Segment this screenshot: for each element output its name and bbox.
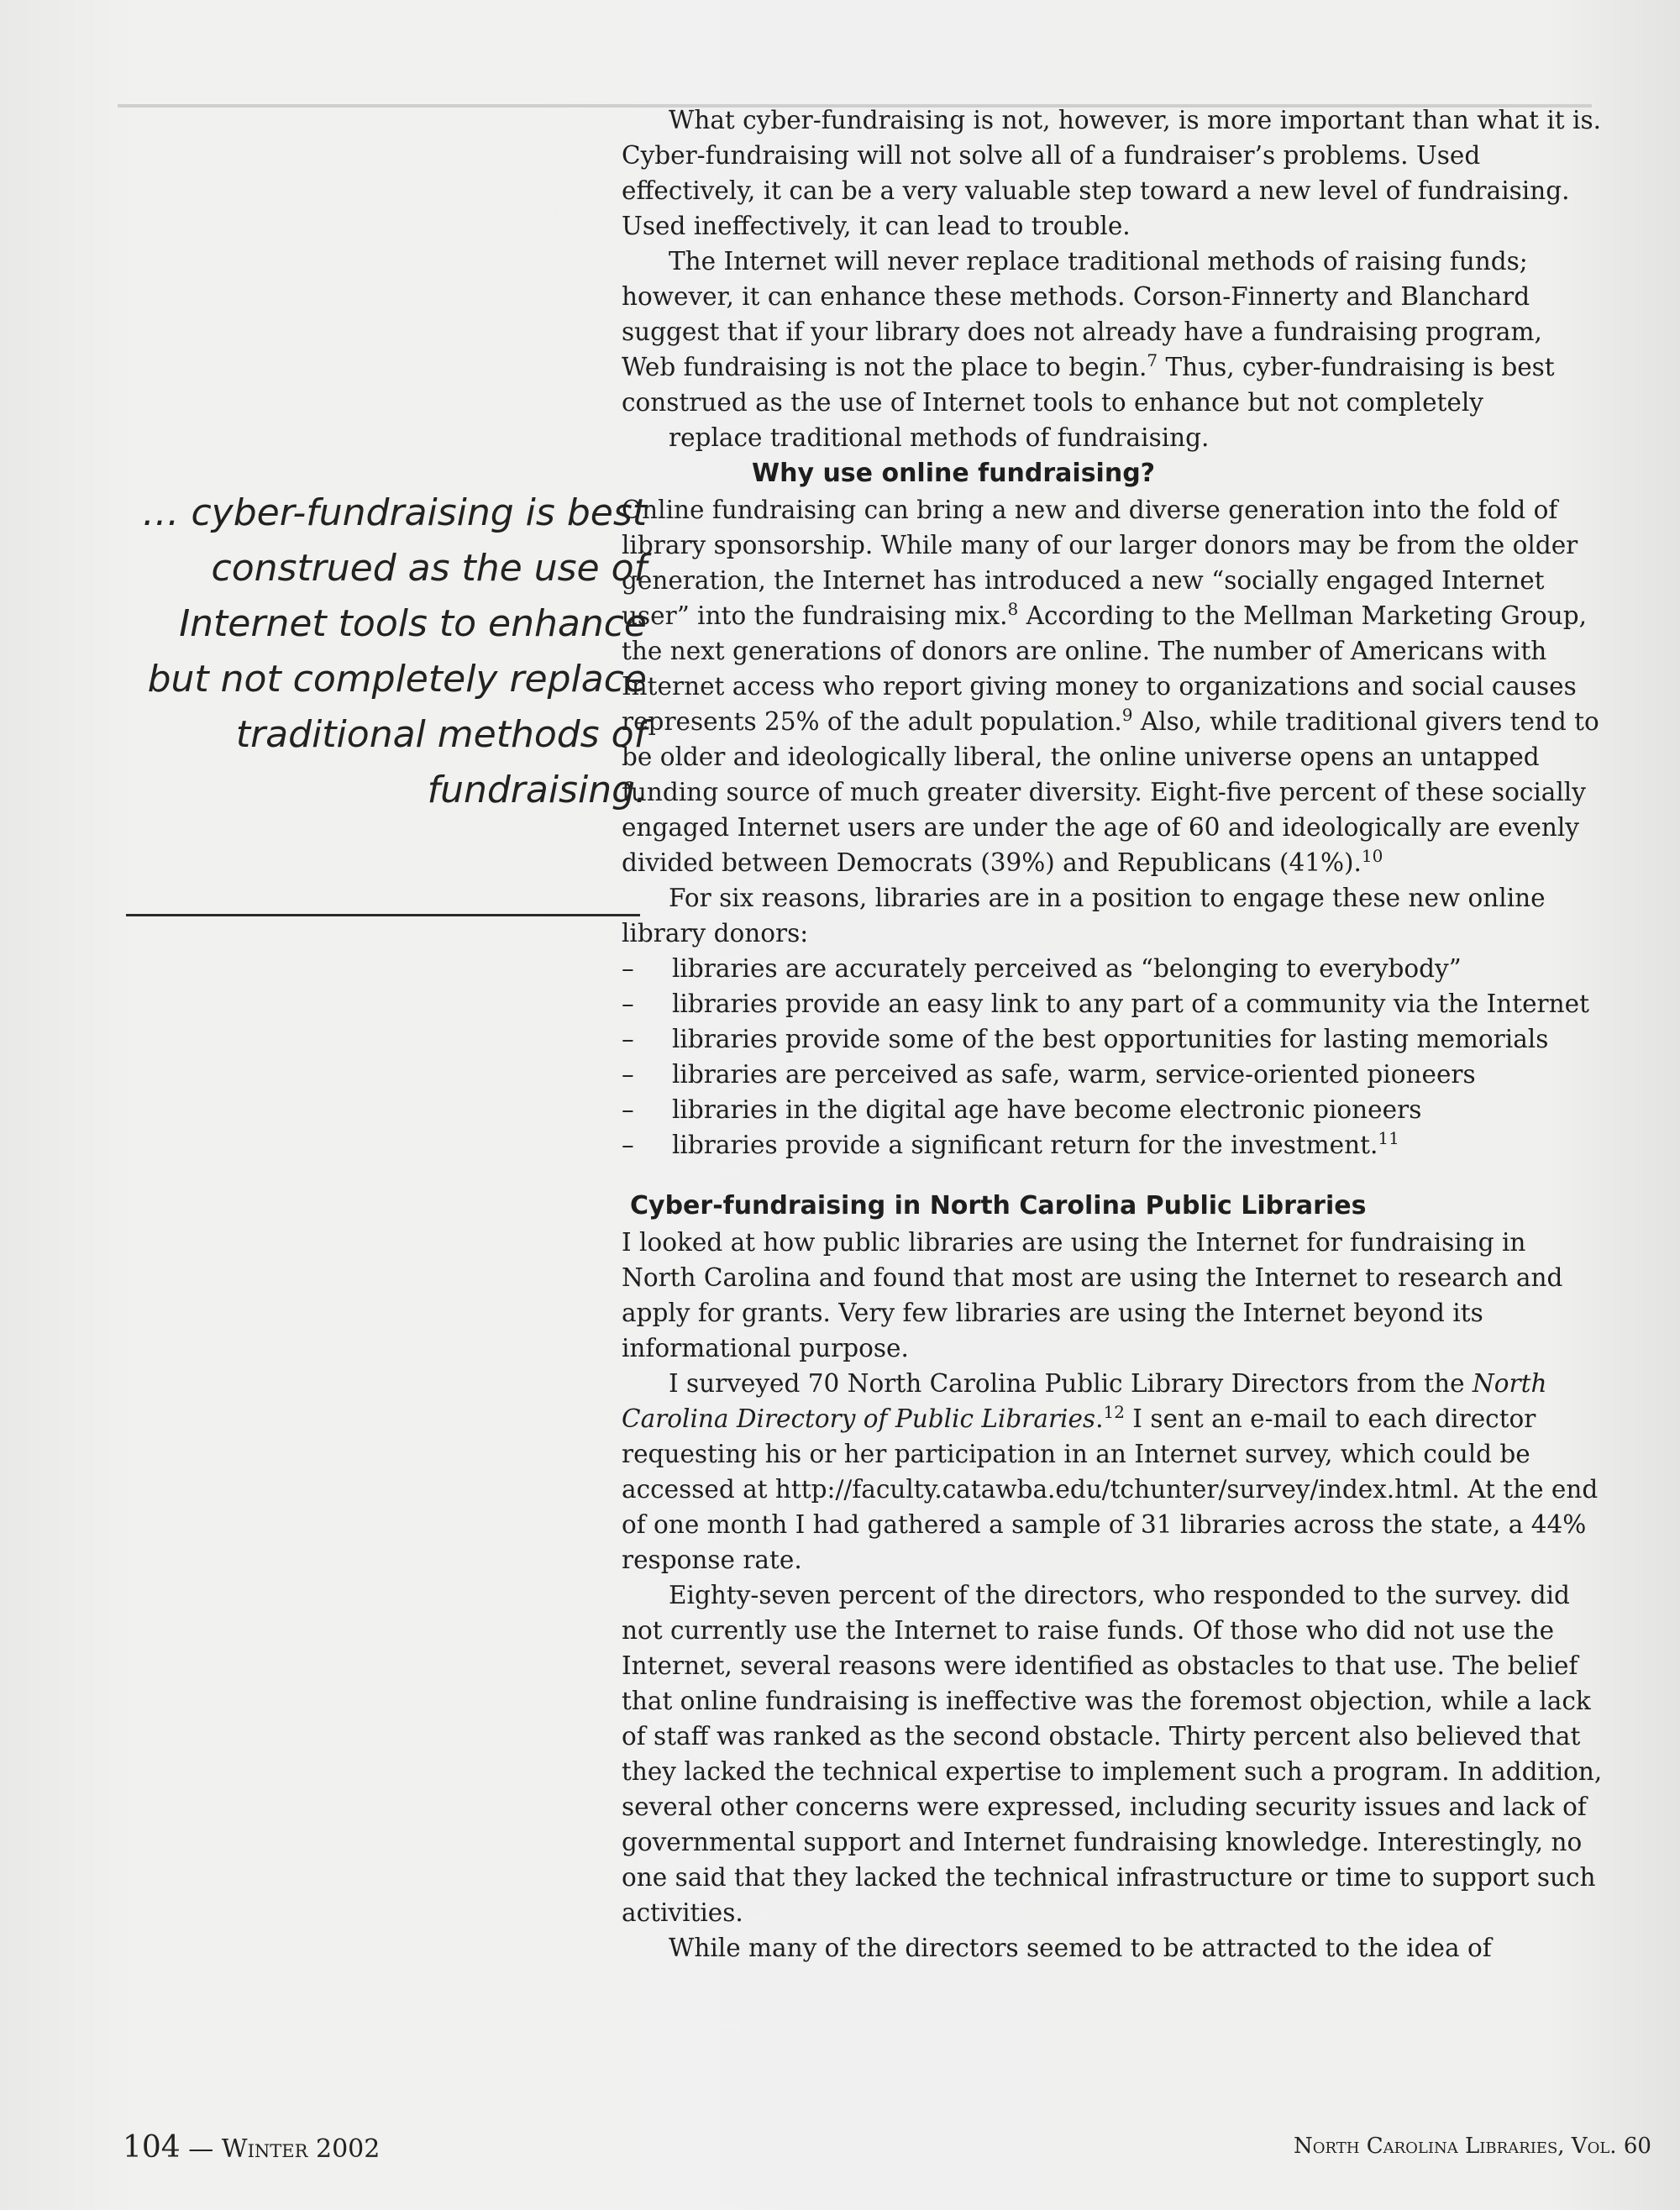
footnote-ref: 11 xyxy=(1378,1128,1399,1149)
page-number: 104 xyxy=(123,2130,181,2165)
pull-quote-rule xyxy=(126,914,640,916)
paragraph-why: Online fundraising can bring a new and diverse generation into the fold of library sponsorship. While many of our larger donors may be from the older generation, the Internet has introduced a new “socially engaged Internet user” into the fundraising mix.$^8$ According to the Mellman Marketing Group, the next generations of donors are online. The number of Americans with Internet access who report giving money to organizations and social causes represents 25% of the adult population.$^9$ Also, while traditional givers tend to be older and ideologically liberal, the online universe opens an untapped funding source of much greater diversity. Eight-five percent of these socially engaged Internet users are under the age of 60 and ideologically are evenly divided between Democrats (39%) and Republicans (41%).$^{10}$ xyxy=(622,496,1599,877)
footnote-ref: 9 xyxy=(1121,705,1133,726)
list-item: – libraries provide a significant return for the investment.$^{11}$ xyxy=(622,1128,1399,1159)
footnote-ref: 12 xyxy=(1103,1402,1125,1423)
footnote-ref: 7 xyxy=(1147,350,1158,371)
paragraph-nc-surveyed: I surveyed 70 North Carolina Public Library Directors from the North Carolina Directory of Public Libraries.$^{12}$ I sent an e-mail to each director requesting his or her participation in an Internet survey, which could be accessed at http://faculty.catawba.edu/tchunter/survey/index.html. At the end of one month I had gathered a sample of 31 libraries across the state, a 44% response rate. xyxy=(622,1369,1599,1574)
list-item: – libraries in the digital age have become electronic pioneers xyxy=(622,1095,1422,1124)
paragraph-six-reasons: For six reasons, libraries are in a position to engage these new online library donors: xyxy=(622,884,1546,948)
section-heading-nc: Cyber-fundraising in North Carolina Public Libraries xyxy=(630,1191,1367,1220)
section-heading-why: Why use online fundraising? xyxy=(752,459,1156,488)
paragraph-internet-end: replace traditional methods of fundraising. xyxy=(669,423,1210,452)
issue-date: Winter 2002 xyxy=(221,2134,381,2164)
paragraph-nc-results: Eighty-seven percent of the directors, who responded to the survey. did not currently use the Internet to raise funds. Of those who did not use the Internet, several reasons were identified as obstacles to that use. The belief that online fundraising is ineffective was the foremost objection, while a lack of staff was ranked as the second obstacle. Thirty percent also believed that they lacked the technical expertise to implement such a program. In addition, several other concerns were expressed, including security issues and lack of governmental support and Internet fundraising knowledge. Interestingly, no one said that they lacked the technical infrastructure or time to support such activities. xyxy=(622,1581,1603,1927)
pull-quote: … cyber-fundraising is best construed as the use of Internet tools to enhance but not completely replace traditional methods of fundraising. xyxy=(142,491,647,811)
paragraph-intro: What cyber-fundraising is not, however, is more important than what it is. Cyber-fundraising will not solve all of a fundraiser’s problems. Used effectively, it can be a very valuable step toward a new level of fundraising. Used ineffectively, it can lead to trouble. xyxy=(622,106,1601,240)
footnote-ref: 8 xyxy=(1007,599,1019,620)
list-item: – libraries provide some of the best opportunities for lasting memorials xyxy=(622,1025,1549,1053)
paragraph-nc-continued: While many of the directors seemed to be attracted to the idea of xyxy=(669,1934,1492,1962)
footnote-ref: 10 xyxy=(1361,846,1383,867)
list-item: – libraries are accurately perceived as “belonging to everybody” xyxy=(622,954,1462,983)
journal-name: North Carolina Libraries, Vol. 60 xyxy=(1294,2134,1651,2159)
list-item: – libraries provide an easy link to any part of a community via the Internet xyxy=(622,990,1589,1018)
article-body xyxy=(622,102,1603,1966)
reasons-list xyxy=(622,951,1603,1163)
paragraph-nc-looked: I looked at how public libraries are using the Internet for fundraising in North Carolina and found that most are using the Internet to research and apply for grants. Very few libraries are using the Internet beyond its informational purpose. xyxy=(622,1228,1563,1362)
list-item: – libraries are perceived as safe, warm, service-oriented pioneers xyxy=(622,1060,1476,1089)
paragraph-internet: The Internet will never replace traditional methods of raising funds; however, it can enhance these methods. Corson-Finnerty and Blanchard suggest that if your library does not already have a fundraising program, Web fundraising is not the place to begin.$^7$ Thus, cyber-fundraising is best construed as the use of Internet tools to enhance but not completely xyxy=(622,247,1555,417)
page-footer-left: 104 — Winter 2002 xyxy=(123,2130,381,2165)
